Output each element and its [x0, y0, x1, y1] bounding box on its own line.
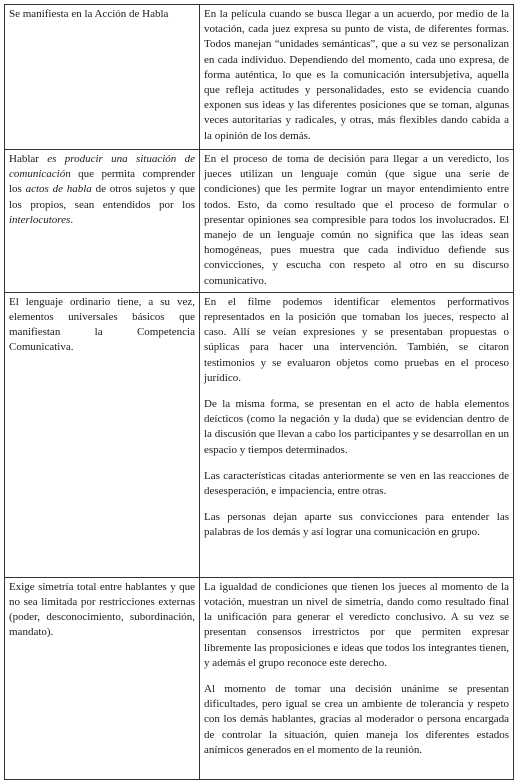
analysis-paragraph: En la película cuando se busca llegar a un acuerdo, por medio de la votación, cada juez expresa su punto de vista, de diferentes formas. Todos manejan “unidades semánticas”, que a su vez se personalizan en cada individuo. Dependiendo del momento, cada uno expresa, de forma auténtica, lo que es la comunicación intersubjetiva, aquella que refleja actitudes y personalidades, esto se evidencia cuando exponen sus ideas y las diferentes posiciones que se toman, algunas veces autoritarias y radicales, y otras, más flexibles dando cabida a la opinión de los demás. [204, 8, 509, 142]
criterion-cell [5, 150, 200, 293]
comparison-table [4, 4, 514, 780]
analysis-cell [200, 150, 514, 293]
criterion-text: de otros sujetos y que los propios, sean entendidos por los [9, 183, 195, 211]
criterion-cell [5, 292, 200, 577]
table-row [5, 5, 514, 150]
analysis-paragraph: Las personas dejan aparte sus convicciones para entender las palabras de los demás y así lograr una comunicación en grupo. [204, 511, 509, 539]
analysis-paragraph: En el filme podemos identificar elementos performativos representados en la posición que tomaban los jueces, respecto al caso. Allí se veían expresiones y se presentaban propuestas o súplicas para hacer una intervención. También, se citaron testimonios y se evaluaron objetos como pruebas en el proceso jurídico. [204, 295, 509, 384]
criterion-text: Exige simetría total entre hablantes y que no sea limitada por restricciones externas (poder, desconocimiento, subordinación, mandato). [9, 580, 195, 639]
table-row [5, 292, 514, 577]
criterion-emphasis: actos de habla [25, 183, 92, 196]
criterion-text: Se manifiesta en la Acción de Habla [9, 8, 169, 20]
analysis-paragraph: De la misma forma, se presentan en el acto de habla elementos deícticos (como la negación y la duda) que se evidencian dentro de la discusión que llevan a cabo los participantes y se desarrollan en un espacio y tiempos determinados. [204, 398, 509, 456]
table-row [5, 577, 514, 779]
table-row [5, 150, 514, 293]
analysis-cell [200, 577, 514, 779]
criterion-cell [5, 577, 200, 779]
analysis-cell [200, 5, 514, 150]
analysis-paragraph: Al momento de tomar una decisión unánime se presentan dificultades, pero igual se crea un ambiente de tolerancia y respeto con los demás hablantes, gracias al moderador o persona encargada de controlar la situación, quien maneja los diferentes estados anímicos generados en el momento de la reunión. [204, 683, 509, 756]
criterion-text: que permita comprender los [9, 168, 195, 196]
criterion-cell [5, 5, 200, 150]
criterion-emphasis: interlocutores [9, 213, 71, 226]
analysis-paragraph: La igualdad de condiciones que tienen los jueces al momento de la votación, muestran un nivel de simetría, dando como resultado final la unificación para generar el veredicto conclusivo. A su vez se presentan consensos irrestrictos por que permiten expresar libremente las proposiciones e ideas que todos los integrantes tienen, y además el grupo reconoce este derecho. [204, 580, 509, 669]
criterion-text: El lenguaje ordinario tiene, a su vez, elementos universales básicos que manifiestan la Competencia Comunicativa. [9, 295, 195, 354]
analysis-cell [200, 292, 514, 577]
analysis-paragraph: En el proceso de toma de decisión para llegar a un veredicto, los jueces utilizan un lenguaje común (que sigue una serie de condiciones) que les permite lograr un mayor entendimiento entre todos. Esto, da como resultado que el proceso de formular o presentar opiniones sea compresible para todos los involucrados. El manejo de un lenguaje común no significa que las ideas sean homogéneas, pues muestra que cada individuo defiende sus convicciones, y escucha con respeto al otro en su discurso comunicativo. [204, 153, 509, 287]
criterion-text: Hablar [9, 153, 48, 165]
criterion-emphasis: es producir una situación de comunicación [9, 153, 195, 181]
criterion-text: . [70, 213, 74, 226]
analysis-paragraph: Las características citadas anteriormente se ven en las reacciones de desesperación, e impaciencia, entre otras. [204, 469, 509, 498]
